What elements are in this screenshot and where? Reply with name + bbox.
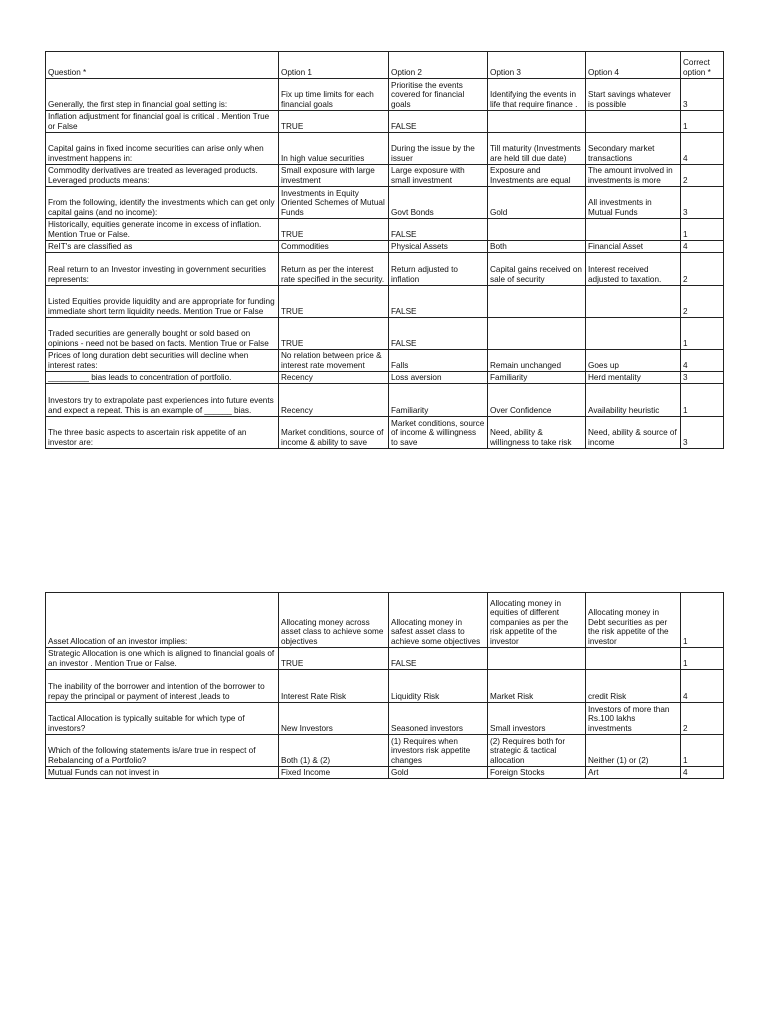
option-1-cell: Interest Rate Risk bbox=[279, 670, 389, 703]
option-1-cell: Fix up time limits for each financial goals bbox=[279, 79, 389, 111]
question-cell: Prices of long duration debt securities will decline when interest rates: bbox=[46, 350, 279, 372]
option-3-cell: Identifying the events in life that require finance . bbox=[488, 79, 586, 111]
correct-option-cell: 4 bbox=[681, 670, 724, 703]
question-cell: Real return to an Investor investing in government securities represents: bbox=[46, 253, 279, 286]
quiz-table-1 bbox=[45, 51, 724, 449]
option-1-cell: Return as per the interest rate specified in the security. bbox=[279, 253, 389, 286]
option-2-cell: Allocating money in safest asset class to achieve some objectives bbox=[389, 593, 488, 648]
table-row bbox=[46, 735, 724, 767]
table-row bbox=[46, 670, 724, 703]
option-2-cell: Gold bbox=[389, 767, 488, 779]
option-3-cell: Familiarity bbox=[488, 372, 586, 384]
correct-option-cell: 2 bbox=[681, 703, 724, 735]
option-4-cell bbox=[586, 648, 681, 670]
option-1-cell: Both (1) & (2) bbox=[279, 735, 389, 767]
option-4-cell bbox=[586, 286, 681, 318]
option-1-cell: TRUE bbox=[279, 111, 389, 133]
option-1-cell: Commodities bbox=[279, 241, 389, 253]
option-2-cell: Familiarity bbox=[389, 384, 488, 417]
option-2-cell: FALSE bbox=[389, 648, 488, 670]
correct-option-cell: 2 bbox=[681, 286, 724, 318]
correct-option-cell: 4 bbox=[681, 133, 724, 165]
correct-option-cell: 2 bbox=[681, 165, 724, 187]
header-option-1: Option 1 bbox=[279, 52, 389, 79]
correct-option-cell: 1 bbox=[681, 735, 724, 767]
option-2-cell: Physical Assets bbox=[389, 241, 488, 253]
option-3-cell: Exposure and Investments are equal bbox=[488, 165, 586, 187]
option-3-cell bbox=[488, 648, 586, 670]
table-row bbox=[46, 165, 724, 187]
correct-option-cell: 3 bbox=[681, 187, 724, 219]
option-2-cell: Liquidity Risk bbox=[389, 670, 488, 703]
question-cell: The inability of the borrower and intention of the borrower to repay the principal or payment of interest ,leads to bbox=[46, 670, 279, 703]
option-2-cell: During the issue by the issuer bbox=[389, 133, 488, 165]
table-row bbox=[46, 219, 724, 241]
question-cell: Listed Equities provide liquidity and are appropriate for funding immediate short term liquidity needs. Mention True or False bbox=[46, 286, 279, 318]
option-3-cell bbox=[488, 219, 586, 241]
table-row bbox=[46, 767, 724, 779]
option-3-cell: Need, ability & willingness to take risk bbox=[488, 417, 586, 449]
question-cell: From the following, identify the investments which can get only capital gains (and no income): bbox=[46, 187, 279, 219]
option-4-cell: Investors of more than Rs.100 lakhs investments bbox=[586, 703, 681, 735]
option-1-cell: Small exposure with large investment bbox=[279, 165, 389, 187]
table-row bbox=[46, 417, 724, 449]
option-2-cell: FALSE bbox=[389, 318, 488, 350]
option-2-cell: Market conditions, source of income & willingness to save bbox=[389, 417, 488, 449]
header-question: Question * bbox=[46, 52, 279, 79]
header-option-3: Option 3 bbox=[488, 52, 586, 79]
correct-option-cell: 1 bbox=[681, 219, 724, 241]
option-1-cell: Allocating money across asset class to achieve some objectives bbox=[279, 593, 389, 648]
option-4-cell: Goes up bbox=[586, 350, 681, 372]
option-3-cell: Capital gains received on sale of security bbox=[488, 253, 586, 286]
correct-option-cell: 1 bbox=[681, 384, 724, 417]
table-row bbox=[46, 593, 724, 648]
option-3-cell: Allocating money in equities of different companies as per the risk appetite of the investor bbox=[488, 593, 586, 648]
table-row bbox=[46, 318, 724, 350]
table-row bbox=[46, 384, 724, 417]
option-4-cell bbox=[586, 219, 681, 241]
table-row bbox=[46, 253, 724, 286]
option-4-cell: Neither (1) or (2) bbox=[586, 735, 681, 767]
option-3-cell: Remain unchanged bbox=[488, 350, 586, 372]
question-cell: Investors try to extrapolate past experiences into future events and expect a repeat. This is an example of ______ bias. bbox=[46, 384, 279, 417]
option-2-cell: Seasoned investors bbox=[389, 703, 488, 735]
option-4-cell: Availability heuristic bbox=[586, 384, 681, 417]
option-3-cell: Over Confidence bbox=[488, 384, 586, 417]
table-row bbox=[46, 286, 724, 318]
option-4-cell: Start savings whatever is possible bbox=[586, 79, 681, 111]
question-cell: Capital gains in fixed income securities can arise only when investment happens in: bbox=[46, 133, 279, 165]
option-2-cell: FALSE bbox=[389, 219, 488, 241]
table-row bbox=[46, 111, 724, 133]
table-row bbox=[46, 648, 724, 670]
correct-option-cell: 4 bbox=[681, 767, 724, 779]
option-2-cell: Govt Bonds bbox=[389, 187, 488, 219]
question-cell: _________ bias leads to concentration of portfolio. bbox=[46, 372, 279, 384]
table-row bbox=[46, 133, 724, 165]
option-4-cell: All investments in Mutual Funds bbox=[586, 187, 681, 219]
option-1-cell: TRUE bbox=[279, 648, 389, 670]
table-row bbox=[46, 703, 724, 735]
question-cell: Traded securities are generally bought or sold based on opinions - need not be based on facts. Mention True or False bbox=[46, 318, 279, 350]
option-3-cell: Both bbox=[488, 241, 586, 253]
table-row bbox=[46, 350, 724, 372]
table-row bbox=[46, 372, 724, 384]
question-cell: The three basic aspects to ascertain risk appetite of an investor are: bbox=[46, 417, 279, 449]
option-2-cell: Prioritise the events covered for financial goals bbox=[389, 79, 488, 111]
option-4-cell: Secondary market transactions bbox=[586, 133, 681, 165]
option-1-cell: In high value securities bbox=[279, 133, 389, 165]
header-row bbox=[46, 52, 724, 79]
correct-option-cell: 1 bbox=[681, 593, 724, 648]
option-2-cell: FALSE bbox=[389, 286, 488, 318]
option-4-cell: Art bbox=[586, 767, 681, 779]
correct-option-cell: 3 bbox=[681, 372, 724, 384]
option-4-cell: The amount involved in investments is more bbox=[586, 165, 681, 187]
correct-option-cell: 3 bbox=[681, 79, 724, 111]
option-2-cell: FALSE bbox=[389, 111, 488, 133]
question-cell: Strategic Allocation is one which is aligned to financial goals of an investor . Mention True or False. bbox=[46, 648, 279, 670]
question-cell: Generally, the first step in financial goal setting is: bbox=[46, 79, 279, 111]
option-3-cell: Gold bbox=[488, 187, 586, 219]
correct-option-cell: 1 bbox=[681, 318, 724, 350]
option-3-cell bbox=[488, 318, 586, 350]
option-1-cell: New Investors bbox=[279, 703, 389, 735]
table-row bbox=[46, 187, 724, 219]
option-1-cell: Fixed Income bbox=[279, 767, 389, 779]
question-cell: Which of the following statements is/are true in respect of Rebalancing of a Portfolio? bbox=[46, 735, 279, 767]
option-2-cell: Large exposure with small investment bbox=[389, 165, 488, 187]
option-4-cell: Allocating money in Debt securities as per the risk appetite of the investor bbox=[586, 593, 681, 648]
option-4-cell: credit Risk bbox=[586, 670, 681, 703]
option-3-cell bbox=[488, 111, 586, 133]
option-1-cell: Market conditions, source of income & ability to save bbox=[279, 417, 389, 449]
question-cell: Asset Allocation of an investor implies: bbox=[46, 593, 279, 648]
question-cell: Historically, equities generate income in excess of inflation. Mention True or False. bbox=[46, 219, 279, 241]
option-4-cell bbox=[586, 318, 681, 350]
option-1-cell: Investments in Equity Oriented Schemes of Mutual Funds bbox=[279, 187, 389, 219]
table-row bbox=[46, 79, 724, 111]
option-3-cell: Till maturity (Investments are held till due date) bbox=[488, 133, 586, 165]
option-1-cell: TRUE bbox=[279, 219, 389, 241]
table-row bbox=[46, 241, 724, 253]
question-cell: Tactical Allocation is typically suitable for which type of investors? bbox=[46, 703, 279, 735]
option-1-cell: TRUE bbox=[279, 318, 389, 350]
option-2-cell: Loss aversion bbox=[389, 372, 488, 384]
option-1-cell: TRUE bbox=[279, 286, 389, 318]
option-3-cell: Foreign Stocks bbox=[488, 767, 586, 779]
question-cell: Inflation adjustment for financial goal is critical . Mention True or False bbox=[46, 111, 279, 133]
option-3-cell bbox=[488, 286, 586, 318]
option-4-cell: Financial Asset bbox=[586, 241, 681, 253]
correct-option-cell: 4 bbox=[681, 241, 724, 253]
option-2-cell: (1) Requires when investors risk appetite changes bbox=[389, 735, 488, 767]
quiz-table-2 bbox=[45, 592, 724, 779]
option-3-cell: Market Risk bbox=[488, 670, 586, 703]
correct-option-cell: 3 bbox=[681, 417, 724, 449]
option-4-cell bbox=[586, 111, 681, 133]
option-3-cell: (2) Requires both for strategic & tactical allocation bbox=[488, 735, 586, 767]
question-cell: Mutual Funds can not invest in bbox=[46, 767, 279, 779]
option-4-cell: Interest received adjusted to taxation. bbox=[586, 253, 681, 286]
option-2-cell: Falls bbox=[389, 350, 488, 372]
option-4-cell: Herd mentality bbox=[586, 372, 681, 384]
header-option-4: Option 4 bbox=[586, 52, 681, 79]
header-correct-option: Correct option * bbox=[681, 52, 724, 79]
option-1-cell: No relation between price & interest rate movement bbox=[279, 350, 389, 372]
option-1-cell: Recency bbox=[279, 372, 389, 384]
header-option-2: Option 2 bbox=[389, 52, 488, 79]
correct-option-cell: 1 bbox=[681, 111, 724, 133]
correct-option-cell: 4 bbox=[681, 350, 724, 372]
question-cell: Commodity derivatives are treated as leveraged products. Leveraged products means: bbox=[46, 165, 279, 187]
correct-option-cell: 2 bbox=[681, 253, 724, 286]
question-cell: ReIT's are classified as bbox=[46, 241, 279, 253]
option-4-cell: Need, ability & source of income bbox=[586, 417, 681, 449]
option-2-cell: Return adjusted to inflation bbox=[389, 253, 488, 286]
option-1-cell: Recency bbox=[279, 384, 389, 417]
correct-option-cell: 1 bbox=[681, 648, 724, 670]
option-3-cell: Small investors bbox=[488, 703, 586, 735]
